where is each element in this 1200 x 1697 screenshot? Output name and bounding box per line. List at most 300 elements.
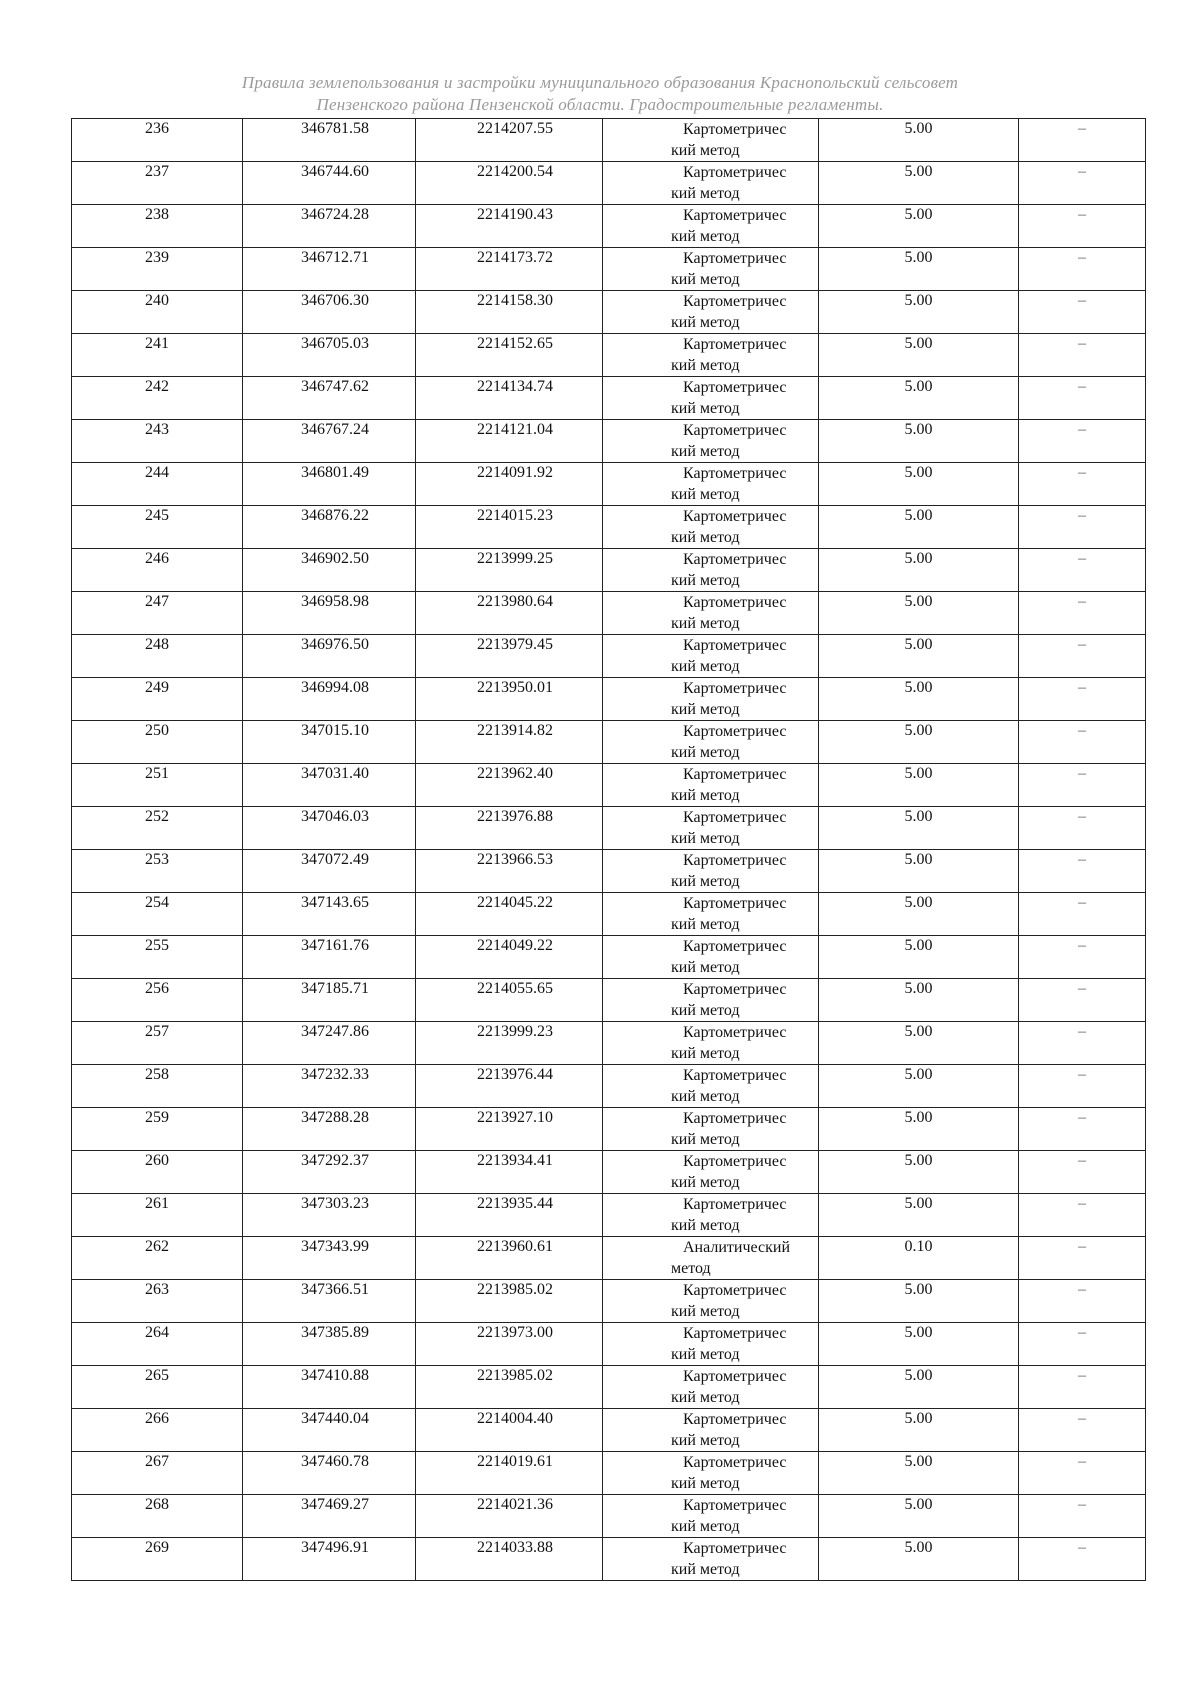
accuracy-cell: 5.00 [819, 979, 1019, 1022]
method-cell [603, 1237, 819, 1280]
accuracy-cell: 5.00 [819, 1108, 1019, 1151]
point-number-cell: 242 [72, 377, 243, 420]
x-coordinate-cell: 346781.58 [243, 119, 416, 162]
y-coordinate-cell: 2214004.40 [416, 1409, 603, 1452]
accuracy-cell: 5.00 [819, 1366, 1019, 1409]
note-cell: – [1019, 248, 1146, 291]
method-line-1: Картометричес [683, 1110, 787, 1127]
accuracy-cell: 5.00 [819, 721, 1019, 764]
point-number-cell: 260 [72, 1151, 243, 1194]
table-row [72, 678, 1146, 721]
point-number-cell: 241 [72, 334, 243, 377]
note-cell: – [1019, 1409, 1146, 1452]
method-cell [603, 850, 819, 893]
note-cell: – [1019, 119, 1146, 162]
x-coordinate-cell: 346976.50 [243, 635, 416, 678]
method-line-1: Картометричес [683, 852, 787, 869]
x-coordinate-cell: 347185.71 [243, 979, 416, 1022]
method-line-1: Картометричес [683, 1411, 787, 1428]
coordinates-table [71, 118, 1146, 1581]
x-coordinate-cell: 346706.30 [243, 291, 416, 334]
method-line-2: кий метод [671, 1389, 740, 1406]
x-coordinate-cell: 347292.37 [243, 1151, 416, 1194]
accuracy-cell: 5.00 [819, 162, 1019, 205]
method-line-2: кий метод [671, 228, 740, 245]
point-number-cell: 263 [72, 1280, 243, 1323]
method-line-1: Картометричес [683, 809, 787, 826]
x-coordinate-cell: 347469.27 [243, 1495, 416, 1538]
method-cell [603, 334, 819, 377]
accuracy-cell: 5.00 [819, 592, 1019, 635]
method-cell [603, 248, 819, 291]
method-line-2: кий метод [671, 529, 740, 546]
method-line-1: Картометричес [683, 766, 787, 783]
x-coordinate-cell: 347366.51 [243, 1280, 416, 1323]
method-cell [603, 893, 819, 936]
note-cell: – [1019, 979, 1146, 1022]
method-cell [603, 205, 819, 248]
y-coordinate-cell: 2213985.02 [416, 1366, 603, 1409]
x-coordinate-cell: 347410.88 [243, 1366, 416, 1409]
method-cell [603, 1452, 819, 1495]
method-line-2: кий метод [671, 615, 740, 632]
method-line-1: Картометричес [683, 1067, 787, 1084]
x-coordinate-cell: 347440.04 [243, 1409, 416, 1452]
accuracy-cell: 5.00 [819, 463, 1019, 506]
method-cell [603, 678, 819, 721]
method-line-1: Картометричес [683, 1024, 787, 1041]
method-cell [603, 1280, 819, 1323]
method-line-2: кий метод [671, 658, 740, 675]
coordinates-table-body [72, 119, 1146, 1581]
method-line-1: Аналитический [683, 1239, 791, 1256]
accuracy-cell: 5.00 [819, 850, 1019, 893]
method-line-2: кий метод [671, 1303, 740, 1320]
note-cell: – [1019, 549, 1146, 592]
accuracy-cell: 5.00 [819, 377, 1019, 420]
table-row [72, 1194, 1146, 1237]
method-line-2: кий метод [671, 572, 740, 589]
accuracy-cell: 5.00 [819, 764, 1019, 807]
x-coordinate-cell: 346712.71 [243, 248, 416, 291]
note-cell: – [1019, 463, 1146, 506]
table-row [72, 1538, 1146, 1581]
note-cell: – [1019, 1194, 1146, 1237]
table-row [72, 1280, 1146, 1323]
method-line-1: Картометричес [683, 207, 787, 224]
point-number-cell: 236 [72, 119, 243, 162]
table-row [72, 334, 1146, 377]
note-cell: – [1019, 162, 1146, 205]
method-cell [603, 1022, 819, 1065]
table-row [72, 1022, 1146, 1065]
method-line-2: кий метод [671, 1045, 740, 1062]
x-coordinate-cell: 347046.03 [243, 807, 416, 850]
method-cell [603, 377, 819, 420]
method-line-2: кий метод [671, 1088, 740, 1105]
method-line-1: Картометричес [683, 981, 787, 998]
table-row [72, 205, 1146, 248]
method-line-2: кий метод [671, 1518, 740, 1535]
method-line-2: кий метод [671, 1561, 740, 1578]
method-line-2: кий метод [671, 1131, 740, 1148]
method-cell [603, 1323, 819, 1366]
method-line-2: кий метод [671, 787, 740, 804]
table-row [72, 850, 1146, 893]
table-row [72, 635, 1146, 678]
method-line-1: Картометричес [683, 637, 787, 654]
accuracy-cell: 5.00 [819, 635, 1019, 678]
point-number-cell: 253 [72, 850, 243, 893]
point-number-cell: 244 [72, 463, 243, 506]
point-number-cell: 266 [72, 1409, 243, 1452]
method-cell [603, 936, 819, 979]
y-coordinate-cell: 2213973.00 [416, 1323, 603, 1366]
table-row [72, 463, 1146, 506]
table-row [72, 1409, 1146, 1452]
accuracy-cell: 5.00 [819, 248, 1019, 291]
note-cell: – [1019, 334, 1146, 377]
method-line-1: Картометричес [683, 1540, 787, 1557]
point-number-cell: 252 [72, 807, 243, 850]
accuracy-cell: 5.00 [819, 1452, 1019, 1495]
y-coordinate-cell: 2214033.88 [416, 1538, 603, 1581]
method-cell [603, 1065, 819, 1108]
method-line-2: кий метод [671, 1346, 740, 1363]
note-cell: – [1019, 807, 1146, 850]
y-coordinate-cell: 2213979.45 [416, 635, 603, 678]
table-row [72, 1237, 1146, 1280]
accuracy-cell: 5.00 [819, 1194, 1019, 1237]
x-coordinate-cell: 347143.65 [243, 893, 416, 936]
point-number-cell: 257 [72, 1022, 243, 1065]
table-row [72, 1323, 1146, 1366]
x-coordinate-cell: 347247.86 [243, 1022, 416, 1065]
method-line-2: кий метод [671, 400, 740, 417]
note-cell: – [1019, 1237, 1146, 1280]
method-line-2: кий метод [671, 744, 740, 761]
table-row [72, 592, 1146, 635]
note-cell: – [1019, 1022, 1146, 1065]
method-line-2: кий метод [671, 959, 740, 976]
y-coordinate-cell: 2214049.22 [416, 936, 603, 979]
note-cell: – [1019, 592, 1146, 635]
note-cell: – [1019, 1108, 1146, 1151]
point-number-cell: 245 [72, 506, 243, 549]
method-line-1: Картометричес [683, 938, 787, 955]
note-cell: – [1019, 721, 1146, 764]
table-row [72, 162, 1146, 205]
point-number-cell: 243 [72, 420, 243, 463]
note-cell: – [1019, 850, 1146, 893]
accuracy-cell: 5.00 [819, 420, 1019, 463]
note-cell: – [1019, 420, 1146, 463]
table-row [72, 807, 1146, 850]
point-number-cell: 265 [72, 1366, 243, 1409]
table-row [72, 1151, 1146, 1194]
x-coordinate-cell: 346724.28 [243, 205, 416, 248]
method-cell [603, 506, 819, 549]
table-row [72, 420, 1146, 463]
header-line-1: Правила землепользования и застройки муниципального образования Краснопольский сельсовет [241, 73, 959, 92]
method-line-2: кий метод [671, 1174, 740, 1191]
point-number-cell: 258 [72, 1065, 243, 1108]
accuracy-cell: 5.00 [819, 205, 1019, 248]
method-cell [603, 1366, 819, 1409]
accuracy-cell: 5.00 [819, 1280, 1019, 1323]
note-cell: – [1019, 506, 1146, 549]
method-line-1: Картометричес [683, 551, 787, 568]
note-cell: – [1019, 205, 1146, 248]
y-coordinate-cell: 2214045.22 [416, 893, 603, 936]
accuracy-cell: 5.00 [819, 893, 1019, 936]
point-number-cell: 249 [72, 678, 243, 721]
note-cell: – [1019, 291, 1146, 334]
table-row [72, 1108, 1146, 1151]
method-line-1: Картометричес [683, 465, 787, 482]
y-coordinate-cell: 2214173.72 [416, 248, 603, 291]
method-line-1: Картометричес [683, 422, 787, 439]
method-line-1: Картометричес [683, 1325, 787, 1342]
accuracy-cell: 5.00 [819, 1151, 1019, 1194]
method-line-2: метод [671, 1260, 711, 1277]
note-cell: – [1019, 1366, 1146, 1409]
point-number-cell: 264 [72, 1323, 243, 1366]
y-coordinate-cell: 2213985.02 [416, 1280, 603, 1323]
method-line-2: кий метод [671, 185, 740, 202]
method-line-1: Картометричес [683, 508, 787, 525]
method-line-2: кий метод [671, 916, 740, 933]
point-number-cell: 259 [72, 1108, 243, 1151]
x-coordinate-cell: 347288.28 [243, 1108, 416, 1151]
x-coordinate-cell: 347385.89 [243, 1323, 416, 1366]
method-line-1: Картометричес [683, 121, 787, 138]
y-coordinate-cell: 2213976.88 [416, 807, 603, 850]
method-line-2: кий метод [671, 142, 740, 159]
method-cell [603, 463, 819, 506]
note-cell: – [1019, 678, 1146, 721]
method-cell [603, 162, 819, 205]
x-coordinate-cell: 347232.33 [243, 1065, 416, 1108]
method-line-1: Картометричес [683, 1454, 787, 1471]
accuracy-cell: 5.00 [819, 334, 1019, 377]
method-cell [603, 1194, 819, 1237]
accuracy-cell: 5.00 [819, 678, 1019, 721]
note-cell: – [1019, 377, 1146, 420]
accuracy-cell: 5.00 [819, 1495, 1019, 1538]
note-cell: – [1019, 1280, 1146, 1323]
y-coordinate-cell: 2213927.10 [416, 1108, 603, 1151]
point-number-cell: 238 [72, 205, 243, 248]
page-header [150, 72, 1050, 116]
y-coordinate-cell: 2213999.23 [416, 1022, 603, 1065]
method-cell [603, 979, 819, 1022]
method-line-1: Картометричес [683, 1368, 787, 1385]
point-number-cell: 255 [72, 936, 243, 979]
accuracy-cell: 5.00 [819, 1022, 1019, 1065]
x-coordinate-cell: 346876.22 [243, 506, 416, 549]
table-row [72, 721, 1146, 764]
method-cell [603, 1409, 819, 1452]
table-row [72, 764, 1146, 807]
method-line-2: кий метод [671, 1475, 740, 1492]
point-number-cell: 251 [72, 764, 243, 807]
x-coordinate-cell: 347031.40 [243, 764, 416, 807]
method-line-2: кий метод [671, 443, 740, 460]
y-coordinate-cell: 2214055.65 [416, 979, 603, 1022]
method-line-1: Картометричес [683, 1497, 787, 1514]
method-line-2: кий метод [671, 830, 740, 847]
point-number-cell: 261 [72, 1194, 243, 1237]
method-cell [603, 420, 819, 463]
note-cell: – [1019, 764, 1146, 807]
y-coordinate-cell: 2214207.55 [416, 119, 603, 162]
point-number-cell: 262 [72, 1237, 243, 1280]
table-row [72, 893, 1146, 936]
y-coordinate-cell: 2213999.25 [416, 549, 603, 592]
accuracy-cell: 5.00 [819, 936, 1019, 979]
note-cell: – [1019, 1495, 1146, 1538]
x-coordinate-cell: 346747.62 [243, 377, 416, 420]
note-cell: – [1019, 1538, 1146, 1581]
y-coordinate-cell: 2214134.74 [416, 377, 603, 420]
x-coordinate-cell: 346705.03 [243, 334, 416, 377]
method-cell [603, 592, 819, 635]
point-number-cell: 248 [72, 635, 243, 678]
method-line-2: кий метод [671, 314, 740, 331]
accuracy-cell: 5.00 [819, 1538, 1019, 1581]
point-number-cell: 246 [72, 549, 243, 592]
y-coordinate-cell: 2213914.82 [416, 721, 603, 764]
note-cell: – [1019, 1065, 1146, 1108]
accuracy-cell: 5.00 [819, 506, 1019, 549]
point-number-cell: 247 [72, 592, 243, 635]
accuracy-cell: 5.00 [819, 1409, 1019, 1452]
table-row [72, 936, 1146, 979]
x-coordinate-cell: 346994.08 [243, 678, 416, 721]
note-cell: – [1019, 1452, 1146, 1495]
point-number-cell: 268 [72, 1495, 243, 1538]
table-row [72, 377, 1146, 420]
table-row [72, 1452, 1146, 1495]
y-coordinate-cell: 2214190.43 [416, 205, 603, 248]
method-line-1: Картометричес [683, 594, 787, 611]
accuracy-cell: 0.10 [819, 1237, 1019, 1280]
note-cell: – [1019, 936, 1146, 979]
table-row [72, 248, 1146, 291]
y-coordinate-cell: 2213935.44 [416, 1194, 603, 1237]
method-cell [603, 119, 819, 162]
y-coordinate-cell: 2213934.41 [416, 1151, 603, 1194]
note-cell: – [1019, 1151, 1146, 1194]
y-coordinate-cell: 2213950.01 [416, 678, 603, 721]
method-line-1: Картометричес [683, 723, 787, 740]
point-number-cell: 254 [72, 893, 243, 936]
y-coordinate-cell: 2213980.64 [416, 592, 603, 635]
method-line-2: кий метод [671, 873, 740, 890]
x-coordinate-cell: 346744.60 [243, 162, 416, 205]
y-coordinate-cell: 2214152.65 [416, 334, 603, 377]
method-cell [603, 1495, 819, 1538]
method-line-1: Картометричес [683, 250, 787, 267]
method-line-2: кий метод [671, 701, 740, 718]
accuracy-cell: 5.00 [819, 549, 1019, 592]
method-line-1: Картометричес [683, 379, 787, 396]
table-row [72, 119, 1146, 162]
accuracy-cell: 5.00 [819, 807, 1019, 850]
x-coordinate-cell: 346801.49 [243, 463, 416, 506]
x-coordinate-cell: 347496.91 [243, 1538, 416, 1581]
y-coordinate-cell: 2214200.54 [416, 162, 603, 205]
method-cell [603, 1108, 819, 1151]
method-cell [603, 721, 819, 764]
x-coordinate-cell: 346767.24 [243, 420, 416, 463]
x-coordinate-cell: 347343.99 [243, 1237, 416, 1280]
x-coordinate-cell: 347072.49 [243, 850, 416, 893]
point-number-cell: 239 [72, 248, 243, 291]
table-row [72, 979, 1146, 1022]
point-number-cell: 267 [72, 1452, 243, 1495]
table-row [72, 291, 1146, 334]
point-number-cell: 250 [72, 721, 243, 764]
method-line-1: Картометричес [683, 164, 787, 181]
x-coordinate-cell: 347460.78 [243, 1452, 416, 1495]
point-number-cell: 269 [72, 1538, 243, 1581]
method-cell [603, 1151, 819, 1194]
note-cell: – [1019, 635, 1146, 678]
method-cell [603, 764, 819, 807]
table-row [72, 1495, 1146, 1538]
method-line-2: кий метод [671, 271, 740, 288]
y-coordinate-cell: 2214019.61 [416, 1452, 603, 1495]
y-coordinate-cell: 2214158.30 [416, 291, 603, 334]
method-cell [603, 635, 819, 678]
y-coordinate-cell: 2214091.92 [416, 463, 603, 506]
method-line-1: Картометричес [683, 1153, 787, 1170]
accuracy-cell: 5.00 [819, 119, 1019, 162]
accuracy-cell: 5.00 [819, 291, 1019, 334]
point-number-cell: 240 [72, 291, 243, 334]
y-coordinate-cell: 2214021.36 [416, 1495, 603, 1538]
note-cell: – [1019, 893, 1146, 936]
method-line-1: Картометричес [683, 680, 787, 697]
y-coordinate-cell: 2213966.53 [416, 850, 603, 893]
method-line-1: Картометричес [683, 336, 787, 353]
y-coordinate-cell: 2213962.40 [416, 764, 603, 807]
method-line-2: кий метод [671, 1217, 740, 1234]
x-coordinate-cell: 347303.23 [243, 1194, 416, 1237]
method-line-2: кий метод [671, 357, 740, 374]
method-cell [603, 807, 819, 850]
x-coordinate-cell: 346902.50 [243, 549, 416, 592]
point-number-cell: 256 [72, 979, 243, 1022]
method-line-2: кий метод [671, 1002, 740, 1019]
method-cell [603, 549, 819, 592]
method-cell [603, 291, 819, 334]
x-coordinate-cell: 347015.10 [243, 721, 416, 764]
accuracy-cell: 5.00 [819, 1065, 1019, 1108]
method-line-2: кий метод [671, 486, 740, 503]
x-coordinate-cell: 347161.76 [243, 936, 416, 979]
y-coordinate-cell: 2213960.61 [416, 1237, 603, 1280]
table-row [72, 549, 1146, 592]
x-coordinate-cell: 346958.98 [243, 592, 416, 635]
method-line-1: Картометричес [683, 293, 787, 310]
accuracy-cell: 5.00 [819, 1323, 1019, 1366]
y-coordinate-cell: 2214015.23 [416, 506, 603, 549]
table-row [72, 506, 1146, 549]
table-row [72, 1065, 1146, 1108]
